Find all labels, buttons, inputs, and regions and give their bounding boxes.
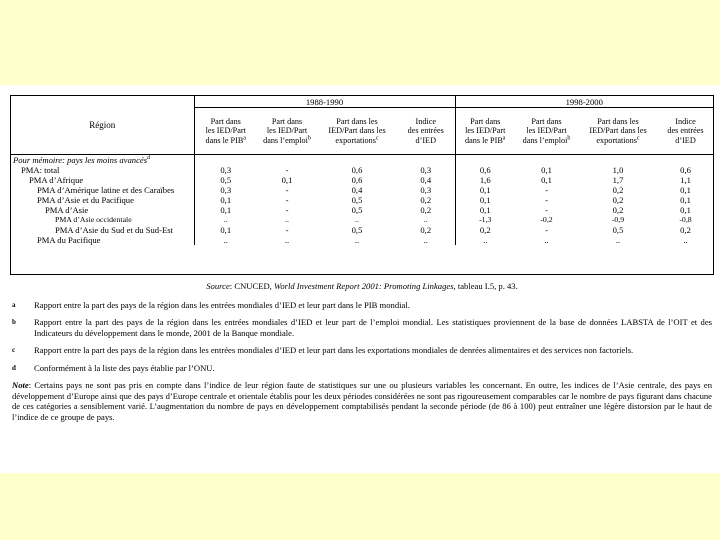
footnote-mark: d	[12, 363, 16, 372]
table-cell: 0,5	[612, 225, 624, 235]
source-label: Source	[206, 281, 230, 291]
row-label: PMA d’Afrique	[11, 175, 194, 185]
footnote-mark: a	[243, 135, 246, 142]
table-cell: 0,6	[680, 165, 691, 175]
data-table-frame	[10, 95, 714, 275]
table-row	[11, 185, 713, 195]
footnote-mark: c	[636, 135, 640, 142]
table-cell: -	[545, 195, 548, 205]
table-cell: ..	[397, 235, 455, 245]
footnote-mark: b	[307, 135, 311, 142]
table-cell: 0,2	[479, 225, 491, 235]
column-header-1: Part dans les IED/Part dans le PIB$^a$	[194, 108, 257, 155]
table-cell: -	[285, 195, 289, 205]
note-text: : Certains pays ne sont pas pris en compte dans l’indice de leur région faute de statistiques sur une ou plusieurs variables les concernant. En outre, les indices de l’Asie centrale, des pays en développement d’Europe ainsi que des pays d’Europe centrale et orientale établis pour les deux périodes considérées ne sont pas rigoureusement comparables car le nombre de pays figurant dans chacune de ces catégories a sensiblement varié. L’augmentation du nombre de pays en développement comptabilisés pendant la seconde période (de 86 à 100) peut entraîner une légère distorsion par le haut de l’indice de ce groupe de pays.	[12, 380, 712, 422]
table-row	[11, 175, 713, 185]
table-cell: -0,2	[540, 215, 553, 224]
table-row	[11, 165, 713, 175]
footnote-mark: c	[12, 346, 16, 354]
table-cell: 0,1	[220, 205, 232, 215]
footnote-mark: c	[375, 135, 379, 142]
column-header-3: Part dans les IED/Part dans les exportations$^c$	[317, 108, 397, 155]
footnote-mark: b	[12, 318, 16, 326]
table-cell: 0,2	[680, 225, 691, 235]
table-cell: 0,2	[397, 205, 455, 215]
row-label: PMA d’Asie et du Pacifique	[11, 195, 194, 205]
table-row	[11, 205, 713, 215]
table-cell: 0,6	[479, 165, 491, 175]
table-cell: 0,6	[351, 175, 363, 185]
table-cell: -	[285, 185, 289, 195]
note-paragraph	[12, 380, 712, 422]
footnote-text: Rapport entre la part des pays de la région dans les entrées mondiales d’IED et leur part dans les exportations mondiales de denrées alimentaires et des services non factoriels.	[34, 345, 634, 355]
table-cell: ..	[223, 215, 228, 224]
table-cell: 0,1	[479, 195, 491, 205]
table-cell: 0,2	[612, 205, 624, 215]
footnote-text: Rapport entre la part des pays de la région dans les entrées mondiales d’IED et leur part dans le PIB mondial.	[34, 299, 410, 310]
table-cell: ..	[285, 215, 289, 224]
notes-section	[12, 281, 712, 422]
table-cell: 0,5	[351, 205, 363, 215]
table-body	[11, 165, 713, 245]
row-label: PMA d’Asie occidentale	[11, 215, 194, 225]
table-row	[11, 195, 713, 205]
table-cell: 0,2	[612, 195, 624, 205]
table-cell: 1,1	[680, 175, 691, 185]
row-label: PMA du Pacifique	[11, 235, 194, 245]
row-label: PMA: total	[11, 165, 194, 175]
footnotes-list	[12, 300, 712, 374]
table-cell: 0,1	[680, 195, 691, 205]
table-cell: 0,3	[397, 185, 455, 195]
footnote-a	[12, 300, 712, 311]
table-cell: 0,2	[397, 195, 455, 205]
footnote-mark: a	[12, 300, 16, 309]
table-row	[11, 235, 713, 245]
table-cell: 0,5	[220, 175, 232, 185]
table-cell: ..	[483, 235, 488, 245]
period-header-2: 1998-2000	[455, 96, 713, 108]
memo-row-label: Pour mémoire: pays les moins avancés$^d$	[11, 155, 194, 166]
table-cell: -	[285, 225, 289, 235]
column-header-8: Indice des entrées d’IED	[658, 108, 713, 155]
table-cell: 0,4	[397, 175, 455, 185]
table-cell: ..	[397, 215, 455, 225]
table-cell: -	[545, 185, 548, 195]
table-cell: 0,1	[541, 175, 552, 185]
table-cell: ..	[354, 235, 360, 245]
table-cell: ..	[683, 235, 688, 245]
table-cell: ..	[284, 235, 290, 245]
table-cell: 0,2	[397, 225, 455, 235]
table-cell: 0,3	[220, 165, 232, 175]
table-cell: 0,1	[680, 205, 691, 215]
region-column-header: Région	[11, 96, 194, 155]
table-cell: -	[545, 225, 548, 235]
column-header-4: Indice des entrées d’IED	[397, 108, 455, 155]
note-label: Note	[12, 380, 29, 390]
table-cell: 0,6	[351, 165, 363, 175]
table-cell: 0,1	[680, 185, 691, 195]
document-page	[0, 85, 720, 473]
table-cell: 0,1	[220, 225, 232, 235]
table-cell: 1,7	[612, 175, 624, 185]
table-cell: 0,1	[541, 165, 552, 175]
table-cell: -0,8	[679, 215, 692, 224]
table-row	[11, 225, 713, 235]
table-cell: 1,0	[612, 165, 624, 175]
footnote-mark: b	[567, 135, 571, 142]
table-cell: ..	[355, 215, 359, 224]
table-cell: ..	[615, 235, 621, 245]
table-cell: -1,3	[479, 215, 492, 224]
footnote-text: Conformément à la liste des pays établie par l’ONU.	[34, 362, 215, 373]
footnote-c	[12, 345, 712, 356]
column-header-2: Part dans les IED/Part dans l’emploi$^b$	[257, 108, 317, 155]
row-label: PMA d’Asie	[11, 205, 194, 215]
table-cell: 0,3	[397, 165, 455, 175]
table-cell: ..	[223, 235, 228, 245]
column-header-6: Part dans les IED/Part dans l’emploi$^b$	[515, 108, 578, 155]
footnote-text: Rapport entre la part des pays de la région dans les entrées mondiales d’IED et leur part de l’emploi mondial. Les statistiques proviennent de la base de données LABSTA de l’OIT et des Indicateurs du développement dans le monde, 2001 de la Banque mondiale.	[34, 317, 712, 338]
footnote-d	[12, 363, 712, 374]
table-cell: 1,6	[479, 175, 491, 185]
row-label: PMA d’Amérique latine et des Caraïbes	[11, 185, 194, 195]
fdi-index-table	[11, 96, 713, 245]
source-title: World Investment Report 2001: Promoting Linkages	[273, 281, 454, 291]
table-cell: 0,1	[479, 185, 491, 195]
table-cell: 0,2	[612, 185, 624, 195]
footnote-mark: a	[502, 135, 506, 142]
footnote-b	[12, 317, 712, 338]
table-cell: 0,5	[351, 195, 363, 205]
table-cell: 0,1	[479, 205, 491, 215]
memo-footnote-mark: d	[147, 155, 151, 162]
memo-row	[11, 155, 713, 166]
table-cell: -	[285, 205, 289, 215]
source-line: Source: CNUCED, World Investment Report 2001: Promoting Linkages, tableau I.5, p. 43.	[206, 281, 518, 291]
table-cell: 0,3	[220, 185, 232, 195]
table-row	[11, 215, 713, 225]
table-cell: -0,9	[611, 215, 625, 224]
table-cell: ..	[544, 235, 549, 245]
table-cell: 0,5	[351, 225, 363, 235]
table-cell: 0,1	[220, 195, 232, 205]
period-header-1: 1988-1990	[194, 96, 455, 108]
table-cell: 0,4	[351, 185, 363, 195]
table-cell: -	[545, 205, 548, 215]
row-label: PMA d’Asie du Sud et du Sud-Est	[11, 225, 194, 235]
column-header-7: Part dans les IED/Part dans les exportations$^c$	[578, 108, 658, 155]
table-cell: 0,1	[281, 175, 293, 185]
column-header-5: Part dans les IED/Part dans le PIB$^a$	[455, 108, 515, 155]
table-cell: -	[285, 165, 289, 175]
